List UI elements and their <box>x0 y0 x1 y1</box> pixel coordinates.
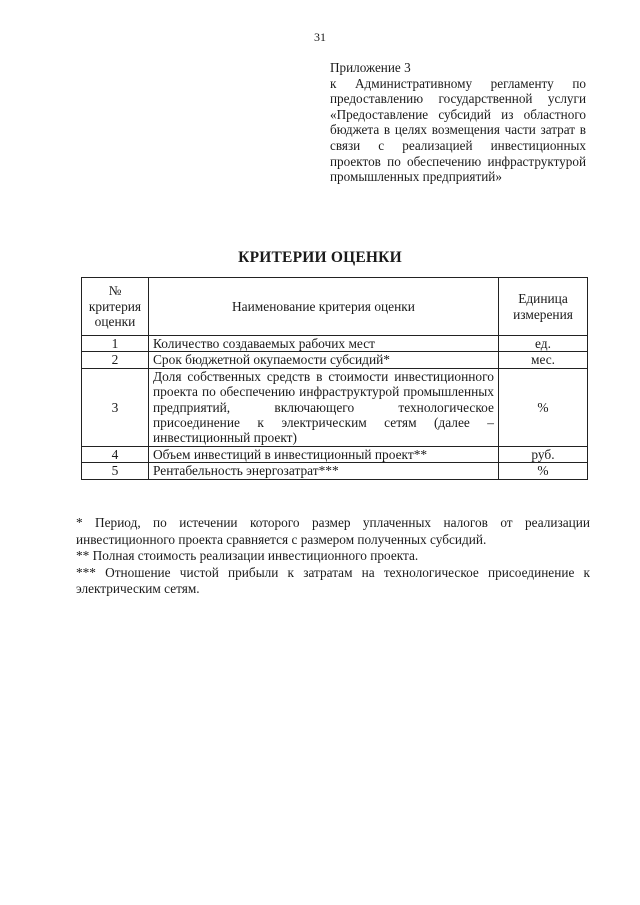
footnotes <box>76 515 590 598</box>
table-row <box>82 352 588 368</box>
table-row <box>82 368 588 446</box>
table-row <box>82 446 588 462</box>
row-name: Доля собственных средств в стоимости инвестиционного проекта по обеспечению инфраструктурой промышленных предприятий, включающего технологическое присоединение к электрическим сетям (далее – инвестиционный проект) <box>149 368 499 446</box>
header-number: № критерия оценки <box>82 278 149 336</box>
row-unit: руб. <box>499 446 588 462</box>
appendix-block <box>330 60 586 185</box>
criteria-table <box>81 277 588 480</box>
row-number: 2 <box>82 352 149 368</box>
row-number: 3 <box>82 368 149 446</box>
header-unit: Единица измерения <box>499 278 588 336</box>
row-unit: % <box>499 368 588 446</box>
row-number: 1 <box>82 336 149 352</box>
row-name: Количество создаваемых рабочих мест <box>149 336 499 352</box>
row-name: Срок бюджетной окупаемости субсидий* <box>149 352 499 368</box>
table-row <box>82 336 588 352</box>
footnote: * Период, по истечении которого размер уплаченных налогов от реализации инвестиционного проекта сравняется с размером полученных субсидий. <box>76 515 590 547</box>
row-name: Рентабельность энергозатрат*** <box>149 463 499 479</box>
row-unit: ед. <box>499 336 588 352</box>
row-unit: мес. <box>499 352 588 368</box>
page-heading: КРИТЕРИИ ОЦЕНКИ <box>238 249 402 266</box>
row-name: Объем инвестиций в инвестиционный проект** <box>149 446 499 462</box>
footnote: *** Отношение чистой прибыли к затратам на технологическое присоединение к электрическим сетям. <box>76 564 590 597</box>
page-number: 31 <box>314 30 326 44</box>
appendix-title: Приложение 3 <box>330 60 411 75</box>
appendix-text: к Административному регламенту по предоставлению государственной услуги «Предоставление субсидий из областного бюджета в целях возмещения части затрат в связи с реализацией инвестиционных проектов по обеспечению инфраструктурой промышленных предприятий» <box>330 75 586 185</box>
table-row <box>82 463 588 479</box>
header-name: Наименование критерия оценки <box>149 278 499 336</box>
footnote: ** Полная стоимость реализации инвестиционного проекта. <box>76 548 419 564</box>
row-number: 5 <box>82 463 149 479</box>
row-number: 4 <box>82 446 149 462</box>
table-header-row <box>82 278 588 336</box>
row-unit: % <box>499 463 588 479</box>
